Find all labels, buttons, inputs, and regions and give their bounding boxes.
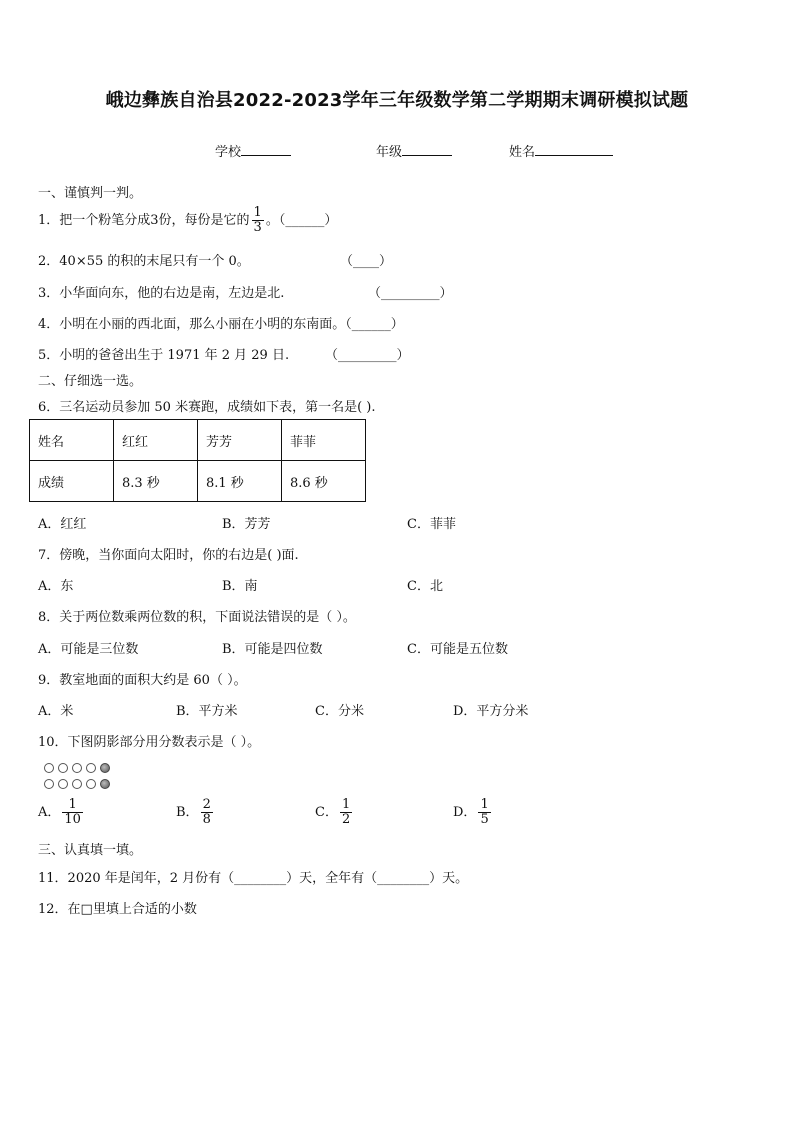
q7-option-c[interactable]: C．北 (407, 579, 443, 594)
table-cell: 8.3 秒 (114, 461, 198, 502)
table-cell: 芳芳 (198, 420, 282, 461)
question-3: 3．小华面向东，他的右边是南，左边是北. (38, 286, 285, 301)
option-label: B． (176, 805, 199, 820)
question-3-answer-blank[interactable]: （_________） (368, 286, 453, 301)
option-fraction (201, 798, 213, 827)
fraction-denominator: 8 (202, 812, 211, 827)
question-10: 10．下图阴影部分用分数表示是（ ）。 (38, 735, 261, 750)
section-1-heading: 一、谨慎判一判。 (38, 186, 143, 201)
question-7: 7．傍晚，当你面向太阳时，你的右边是( )面. (38, 548, 299, 563)
question-1-fraction (252, 206, 264, 235)
question-11: 11．2020 年是闰年，2 月份有（________）天，全年有（________）天。 (38, 871, 469, 886)
fraction-denominator: 5 (480, 812, 489, 827)
question-2-answer-blank[interactable]: （____） (340, 254, 393, 269)
circle-icon (72, 779, 82, 789)
question-8: 8．关于两位数乘两位数的积，下面说法错误的是（ ）。 (38, 610, 356, 625)
fraction-numerator: 2 (202, 797, 211, 812)
fraction-numerator: 1 (480, 797, 489, 812)
circle-icon (44, 763, 54, 773)
q10-option-b[interactable] (176, 798, 215, 827)
fraction-numerator: 1 (341, 797, 351, 812)
q10-option-d[interactable] (453, 798, 493, 827)
q8-option-c[interactable]: C．可能是五位数 (407, 642, 508, 657)
table-cell: 红红 (114, 420, 198, 461)
question-5-answer-blank[interactable]: （_________） (325, 348, 410, 363)
circle-icon (44, 779, 54, 789)
fraction-denominator: 2 (341, 812, 351, 827)
option-label: A． (38, 805, 61, 820)
name-blank[interactable] (535, 142, 613, 156)
question-5: 5．小明的爸爸出生于 1971 年 2 月 29 日. (38, 348, 290, 363)
section-2-heading: 二、仔细选一选。 (38, 374, 143, 389)
circle-icon (58, 779, 68, 789)
table-cell: 姓名 (30, 420, 114, 461)
q9-option-a[interactable]: A．米 (38, 704, 74, 719)
question-1-answer-blank[interactable]: 。（______） (265, 213, 338, 228)
results-table (29, 419, 366, 502)
shaded-circle-icon (100, 763, 110, 773)
name-label: 姓名 (509, 145, 536, 160)
question-9: 9．教室地面的面积大约是 60（ ）。 (38, 673, 247, 688)
option-fraction (62, 798, 83, 827)
question-2: 2．40×55 的积的末尾只有一个 0。 (38, 254, 250, 269)
grade-blank[interactable] (402, 142, 452, 156)
q10-option-c[interactable] (315, 798, 354, 827)
q8-option-b[interactable]: B．可能是四位数 (222, 642, 323, 657)
q7-option-b[interactable]: B．南 (222, 579, 258, 594)
page-title: 峨边彝族自治县2022-2023学年三年级数学第二学期期末调研模拟试题 (105, 90, 689, 111)
q7-option-a[interactable]: A．东 (38, 579, 74, 594)
school-field (215, 141, 291, 160)
question-4: 4．小明在小丽的西北面，那么小丽在小明的东南面。（______） (38, 317, 404, 332)
option-label: D． (453, 805, 477, 820)
table-row (30, 461, 366, 502)
question-1-text: 1．把一个粉笔分成3份，每份是它的 (38, 213, 250, 228)
q9-option-c[interactable]: C．分米 (315, 704, 364, 719)
q6-option-a[interactable]: A．红红 (38, 517, 87, 532)
option-fraction (340, 798, 352, 827)
fraction-denominator: 3 (253, 220, 262, 235)
circle-icon (72, 763, 82, 773)
fraction-numerator: 1 (68, 797, 77, 812)
option-label: C． (315, 805, 338, 820)
table-cell: 菲菲 (282, 420, 366, 461)
option-fraction (478, 798, 490, 827)
q8-option-a[interactable]: A．可能是三位数 (38, 642, 139, 657)
q9-option-b[interactable]: B．平方米 (176, 704, 238, 719)
school-blank[interactable] (241, 142, 291, 156)
question-1 (38, 206, 337, 235)
shaded-circle-icon (100, 779, 110, 789)
q6-option-c[interactable]: C．菲菲 (407, 517, 456, 532)
school-label: 学校 (215, 145, 242, 160)
q9-option-d[interactable]: D．平方分米 (453, 704, 529, 719)
section-3-heading: 三、认真填一填。 (38, 843, 143, 858)
table-cell: 成绩 (30, 461, 114, 502)
fraction-numerator: 1 (253, 205, 262, 220)
name-field (509, 141, 613, 160)
grade-field (376, 141, 452, 160)
q6-option-b[interactable]: B．芳芳 (222, 517, 271, 532)
fraction-denominator: 10 (64, 812, 81, 827)
question-12: 12．在□里填上合适的小数 (38, 902, 197, 917)
circle-icon (86, 763, 96, 773)
circle-icon (58, 763, 68, 773)
table-header-row (30, 420, 366, 461)
circle-icon (86, 779, 96, 789)
table-cell: 8.6 秒 (282, 461, 366, 502)
q10-option-a[interactable] (38, 798, 85, 827)
grade-label: 年级 (376, 145, 403, 160)
shaded-circles-figure (44, 763, 124, 793)
question-6: 6．三名运动员参加 50 米赛跑，成绩如下表，第一名是( ). (38, 400, 376, 415)
table-cell: 8.1 秒 (198, 461, 282, 502)
